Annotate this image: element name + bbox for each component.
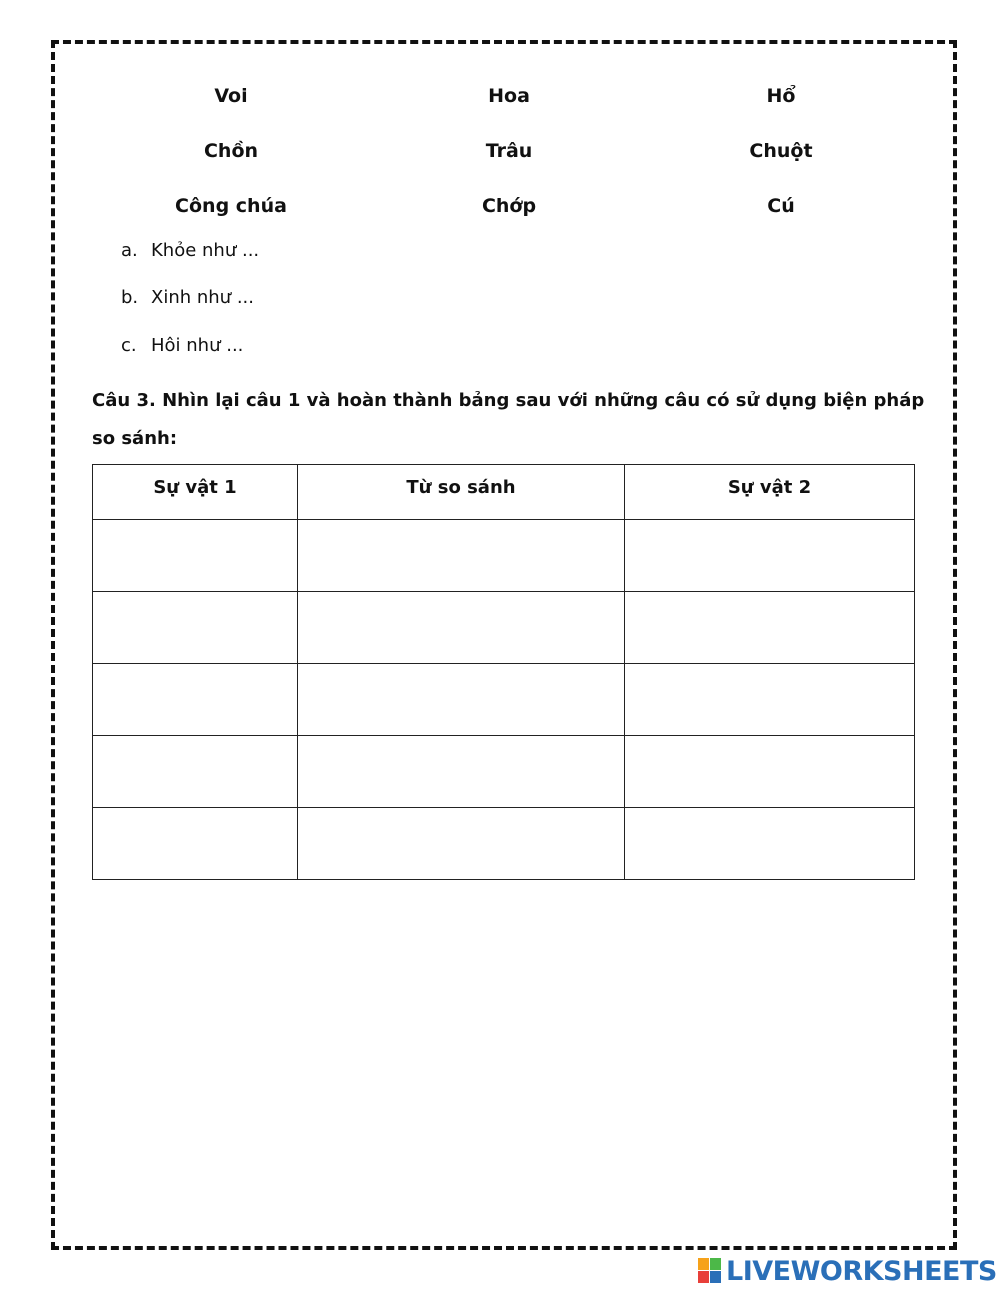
answer-cell[interactable] — [93, 520, 298, 592]
comparison-table — [92, 464, 915, 880]
word-bank-item: Trâu — [485, 140, 533, 162]
word-bank-item: Hổ — [766, 85, 796, 107]
table-row — [93, 592, 915, 664]
header-su-vat-2: Sự vật 2 — [625, 465, 915, 520]
answer-cell[interactable] — [625, 592, 915, 664]
answer-cell[interactable] — [625, 736, 915, 808]
table-row — [93, 808, 915, 880]
logo-blocks-icon — [698, 1258, 722, 1284]
logo-text: LIVEWORKSHEETS — [726, 1255, 997, 1287]
word-bank-item: Cú — [767, 195, 795, 217]
answer-cell[interactable] — [625, 664, 915, 736]
option-text: Xinh như ... — [151, 287, 254, 308]
word-bank-item: Chồn — [203, 140, 259, 162]
option-b — [121, 287, 254, 308]
table-row — [93, 736, 915, 808]
answer-cell[interactable] — [298, 736, 625, 808]
answer-cell[interactable] — [298, 664, 625, 736]
question-3-line-2: so sánh: — [92, 428, 178, 449]
answer-cell[interactable] — [93, 736, 298, 808]
answer-cell[interactable] — [93, 664, 298, 736]
word-bank-item: Chuột — [749, 140, 813, 162]
question-3-line-1: Câu 3. Nhìn lại câu 1 và hoàn thành bảng sau với những câu có sử dụng biện pháp — [92, 390, 925, 411]
word-bank-item: Voi — [214, 85, 248, 107]
option-a — [121, 240, 259, 261]
answer-cell[interactable] — [298, 592, 625, 664]
option-c — [121, 335, 243, 356]
header-su-vat-1: Sự vật 1 — [93, 465, 298, 520]
word-bank-item: Hoa — [488, 85, 530, 107]
option-letter: a. — [121, 240, 138, 261]
table-row — [93, 664, 915, 736]
option-text: Khỏe như ... — [151, 240, 260, 261]
header-tu-so-sanh: Từ so sánh — [298, 465, 625, 520]
option-letter: c. — [121, 335, 137, 356]
answer-cell[interactable] — [625, 520, 915, 592]
option-letter: b. — [121, 287, 139, 308]
answer-cell[interactable] — [298, 520, 625, 592]
table-header-row — [93, 465, 915, 520]
answer-cell[interactable] — [93, 592, 298, 664]
answer-cell[interactable] — [298, 808, 625, 880]
liveworksheets-logo — [698, 1256, 997, 1286]
answer-cell[interactable] — [625, 808, 915, 880]
word-bank-item: Chớp — [481, 195, 537, 217]
table-row — [93, 520, 915, 592]
word-bank-item: Công chúa — [175, 195, 287, 217]
option-text: Hôi như ... — [151, 335, 244, 356]
answer-cell[interactable] — [93, 808, 298, 880]
